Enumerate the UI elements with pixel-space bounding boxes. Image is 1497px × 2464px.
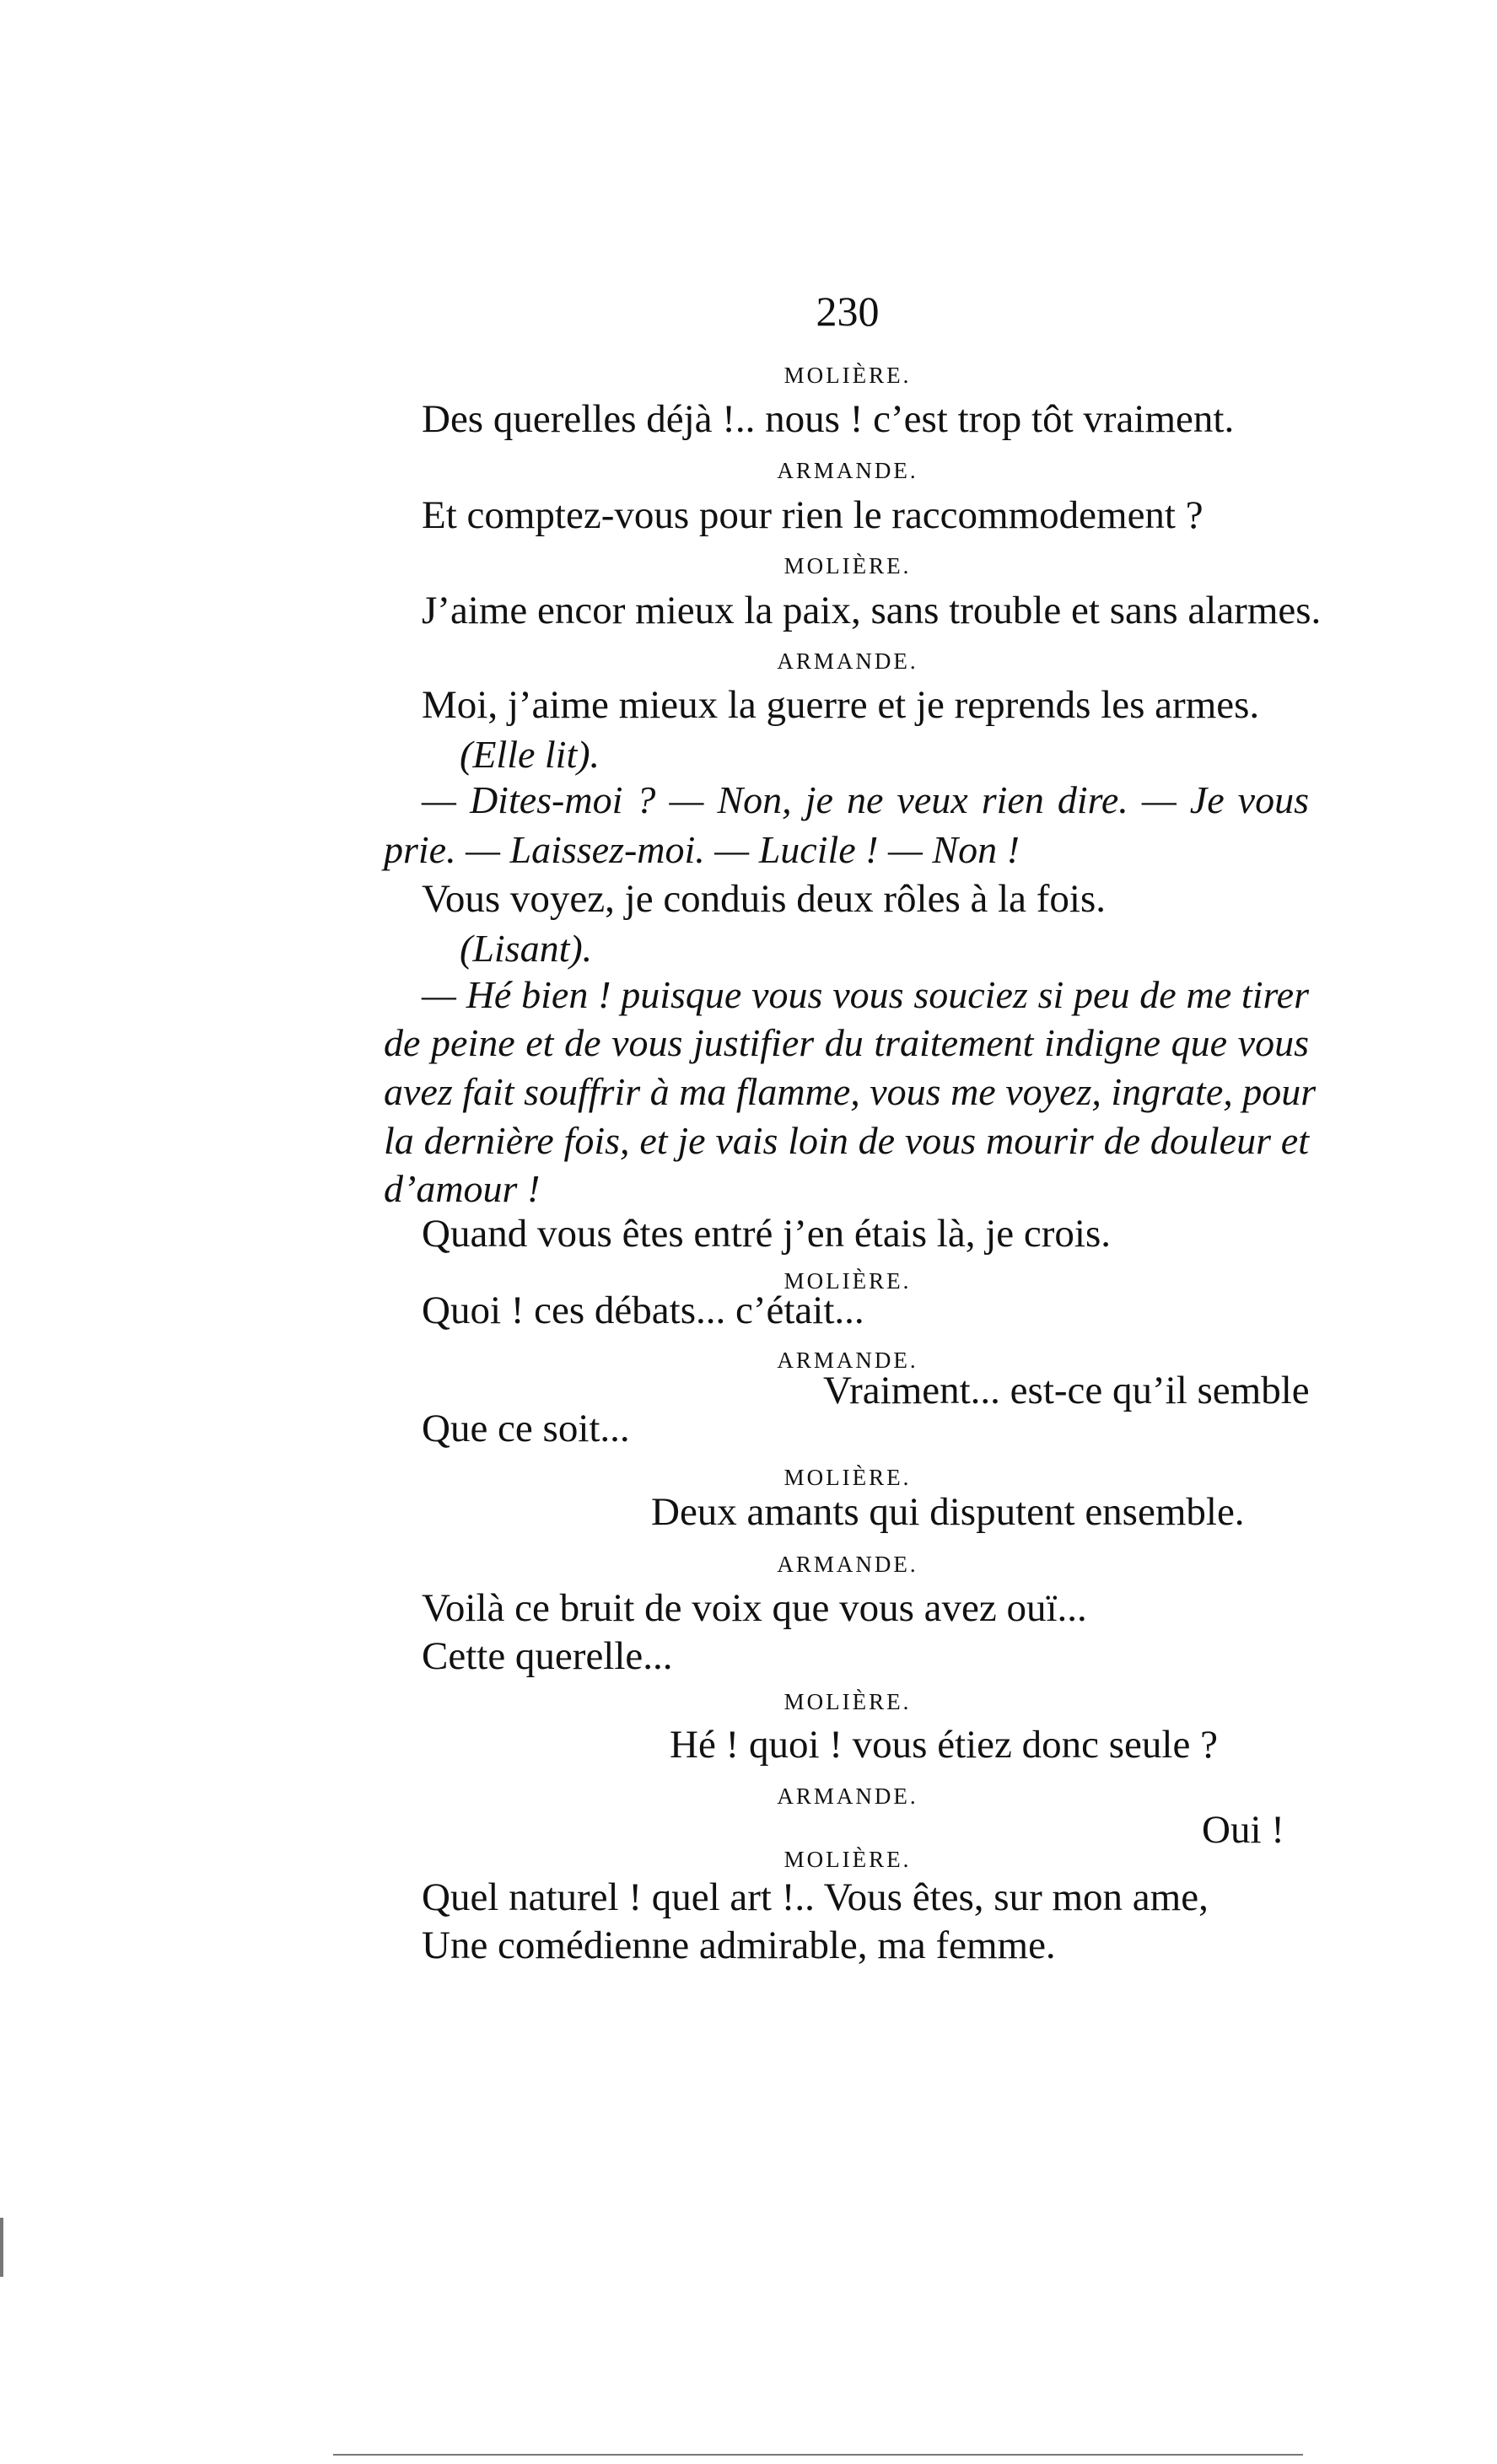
letter-line: de peine et de vous justifier du traitement indigne que vous (384, 1021, 1309, 1064)
speaker-label: MOLIÈRE. (784, 1268, 912, 1294)
speaker-label: MOLIÈRE. (784, 553, 912, 578)
verse-line: Cette querelle... (422, 1634, 673, 1678)
letter-line: la dernière fois, et je vais loin de vous mourir de douleur et (384, 1119, 1309, 1162)
verse-line: Moi, j’aime mieux la guerre et je reprends les armes. (422, 683, 1260, 727)
verse-line: Des querelles déjà !.. nous ! c’est trop tôt vraiment. (422, 397, 1235, 441)
speaker-label: MOLIÈRE. (784, 1847, 912, 1872)
verse-line: Deux amants qui disputent ensemble. (651, 1490, 1245, 1534)
speaker-label: MOLIÈRE. (784, 363, 912, 388)
speaker-label: MOLIÈRE. (784, 1689, 912, 1714)
scan-edge-line (333, 2454, 1303, 2456)
verse-line: Vous voyez, je conduis deux rôles à la fois. (422, 877, 1107, 921)
letter-line: — Dites-moi ? — Non, je ne veux rien dire. — Je vous (422, 778, 1309, 821)
speaker-label: ARMANDE. (777, 1552, 918, 1577)
scan-edge-mark (0, 2218, 3, 2277)
letter-line: d’amour ! (384, 1167, 541, 1210)
letter-line: prie. — Laissez-moi. — Lucile ! — Non ! (384, 828, 1020, 871)
verse-line: Une comédienne admirable, ma femme. (422, 1923, 1056, 1967)
page-number: 230 (816, 288, 880, 335)
speaker-label: MOLIÈRE. (784, 1465, 912, 1490)
verse-line: Voilà ce bruit de voix que vous avez ouï... (422, 1586, 1087, 1630)
verse-line: Que ce soit... (422, 1407, 630, 1450)
verse-line: Vraiment... est-ce qu’il semble (823, 1369, 1310, 1412)
letter-line: avez fait souffrir à ma flamme, vous me voyez, ingrate, pour (384, 1070, 1317, 1113)
verse-line: Oui ! (1202, 1808, 1284, 1852)
verse-line: Hé ! quoi ! vous étiez donc seule ? (670, 1723, 1218, 1767)
speaker-label: ARMANDE. (777, 1348, 918, 1373)
verse-line: Et comptez-vous pour rien le raccommodement ? (422, 493, 1204, 537)
speaker-label: ARMANDE. (777, 648, 918, 674)
letter-line: — Hé bien ! puisque vous vous souciez si peu de me tirer (422, 973, 1309, 1016)
stage-direction: (Elle lit). (460, 733, 600, 776)
speaker-label: ARMANDE. (777, 458, 918, 483)
verse-line: Quel naturel ! quel art !.. Vous êtes, sur mon ame, (422, 1875, 1209, 1919)
speaker-label: ARMANDE. (777, 1783, 918, 1809)
stage-direction: (Lisant). (460, 927, 593, 970)
verse-line: Quand vous êtes entré j’en étais là, je crois. (422, 1212, 1111, 1256)
verse-line: J’aime encor mieux la paix, sans trouble et sans alarmes. (422, 589, 1322, 632)
verse-line: Quoi ! ces débats... c’était... (422, 1288, 864, 1332)
